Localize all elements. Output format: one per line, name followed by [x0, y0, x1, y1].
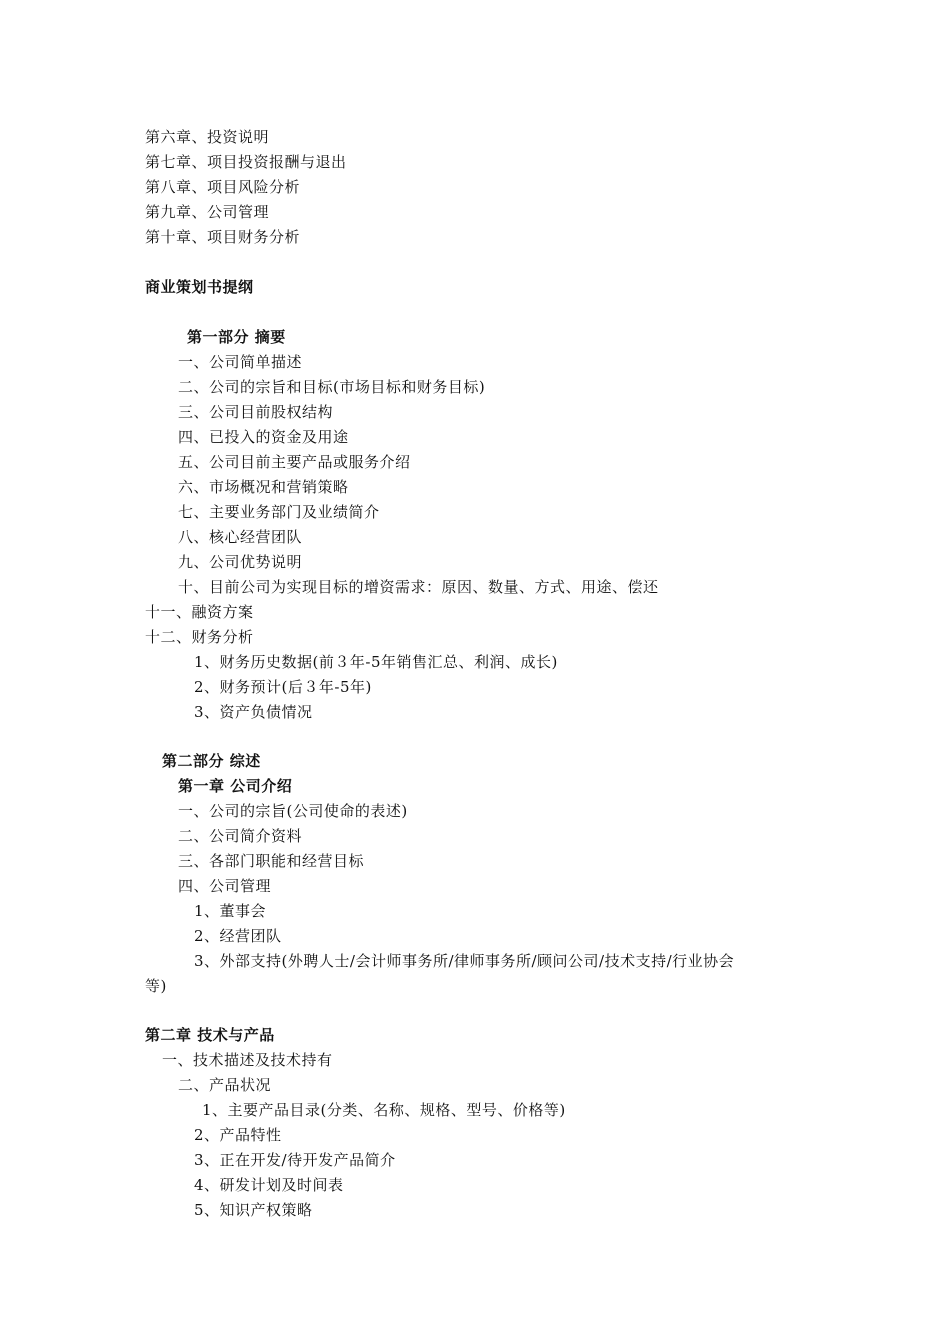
part1-item: 一、公司简单描述	[178, 353, 303, 371]
part1-item: 八、核心经营团队	[178, 528, 303, 546]
chapter2-subitem: 3、正在开发/待开发产品简介	[194, 1151, 396, 1169]
finance-subitem: 1、财务历史数据(前３年-5年销售汇总、利润、成长)	[194, 653, 558, 671]
part1-item: 二、公司的宗旨和目标(市场目标和财务目标)	[178, 378, 486, 396]
toc-item-9: 第九章、公司管理	[145, 203, 270, 221]
chapter2-item: 一、技术描述及技术持有	[162, 1051, 333, 1069]
part1-item: 三、公司目前股权结构	[178, 403, 334, 421]
part1-item: 七、主要业务部门及业绩简介	[178, 503, 380, 521]
outline-title: 商业策划书提纲	[145, 278, 254, 296]
chapter2-heading: 第二章 技术与产品	[145, 1026, 275, 1044]
toc-item-6: 第六章、投资说明	[145, 128, 270, 146]
chapter1-subitem-wrap: 等)	[145, 977, 167, 995]
chapter1-subitem: 1、董事会	[194, 902, 267, 920]
chapter1-item: 三、各部门职能和经营目标	[178, 852, 365, 870]
part1-item: 六、市场概况和营销策略	[178, 478, 349, 496]
chapter1-subitem: 3、外部支持(外聘人士/会计师事务所/律师事务所/顾问公司/技术支持/行业协会	[194, 952, 735, 970]
chapter1-heading: 第一章 公司介绍	[178, 777, 293, 795]
finance-subitem: 2、财务预计(后３年-5年)	[194, 678, 372, 696]
toc-item-8: 第八章、项目风险分析	[145, 178, 301, 196]
part1-heading: 第一部分 摘要	[187, 328, 286, 346]
chapter1-item: 一、公司的宗旨(公司使命的表述)	[178, 802, 408, 820]
part1-item: 十二、财务分析	[145, 628, 254, 646]
chapter2-subitem: 2、产品特性	[194, 1126, 282, 1144]
toc-item-10: 第十章、项目财务分析	[145, 228, 301, 246]
part1-item: 四、已投入的资金及用途	[178, 428, 349, 446]
part1-item: 五、公司目前主要产品或服务介绍	[178, 453, 411, 471]
part1-item: 十、目前公司为实现目标的增资需求：原因、数量、方式、用途、偿还	[178, 578, 659, 596]
chapter2-subitem: 1、主要产品目录(分类、名称、规格、型号、价格等)	[202, 1101, 566, 1119]
chapter1-item: 二、公司简介资料	[178, 827, 303, 845]
chapter1-item: 四、公司管理	[178, 877, 272, 895]
part1-item: 九、公司优势说明	[178, 553, 303, 571]
chapter2-subitem: 4、研发计划及时间表	[194, 1176, 344, 1194]
chapter2-item: 二、产品状况	[178, 1076, 272, 1094]
finance-subitem: 3、资产负债情况	[194, 703, 313, 721]
part1-item: 十一、融资方案	[145, 603, 254, 621]
chapter1-subitem: 2、经营团队	[194, 927, 282, 945]
toc-item-7: 第七章、项目投资报酬与退出	[145, 153, 347, 171]
part2-heading: 第二部分 综述	[162, 752, 261, 770]
chapter2-subitem: 5、知识产权策略	[194, 1201, 313, 1219]
